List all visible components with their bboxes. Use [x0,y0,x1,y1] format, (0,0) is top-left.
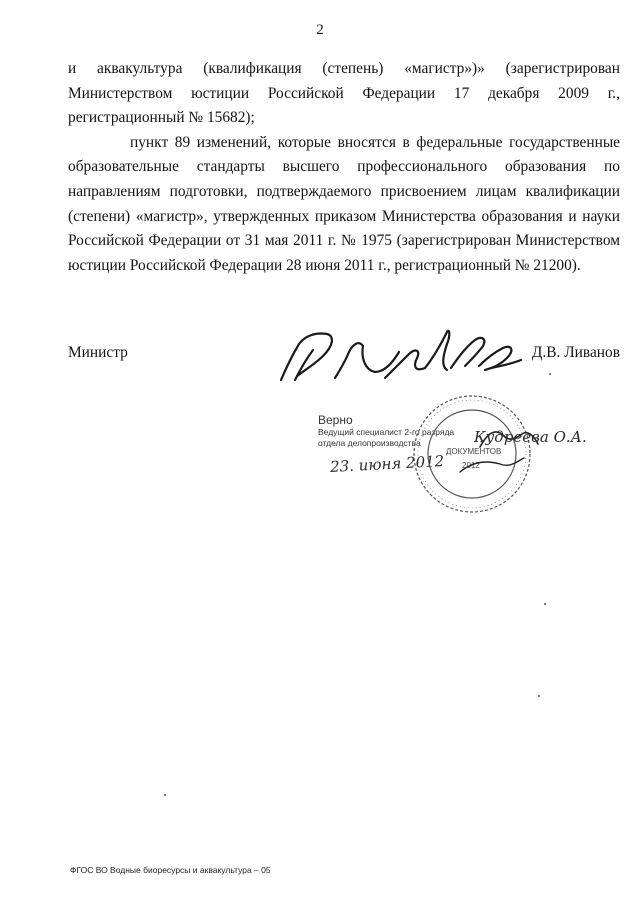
paragraph-item-89: пункт 89 изменений, которые вносятся в федеральные государственные образовательные стандарты высшего профессионального образования по направлениям подготовки, подтверждаемого присвоением лицам квалификации (степени) «магистр», утвержденных приказом Министерства образования и науки Российской Федерации от 31 мая 2011 г. № 1975 (зарегистрирован Министерством юстиции Российской Федерации 28 июня 2011 г., регистрационный № 21200). [68,133,620,274]
certification-department: отдела делопроизводства [318,438,421,448]
page-number: 2 [316,22,324,38]
scan-speck [549,373,551,375]
handwritten-signature [275,322,525,387]
signatory-name: Д.В. Ливанов [531,344,620,361]
scan-speck [164,794,166,796]
scan-speck [538,695,540,697]
footer-document-code: ФГОС ВО Водные биоресурсы и аквакультура – 05 [70,865,271,875]
handwritten-name: Кудреева О.А. [474,428,587,446]
document-body [68,57,620,278]
certification-title: Верно [318,413,353,427]
certification-position: Ведущий специалист 2-го разряда [318,427,455,437]
stamp-year-text: 2012 [462,461,480,470]
official-stamp [400,392,587,517]
paragraph-continuation: и аквакультура (квалификация (степень) «магистр»)» (зарегистрирован Министерством юстиции Российской Федерации 17 декабря 2009 г., регистрационный № 15682); [68,60,620,127]
scan-speck [544,603,546,605]
handwritten-date: 23. июня 2012 [329,452,445,476]
signatory-title: Министр [68,344,128,361]
stamp-center-text: ДОКУМЕНТОВ [446,447,502,456]
